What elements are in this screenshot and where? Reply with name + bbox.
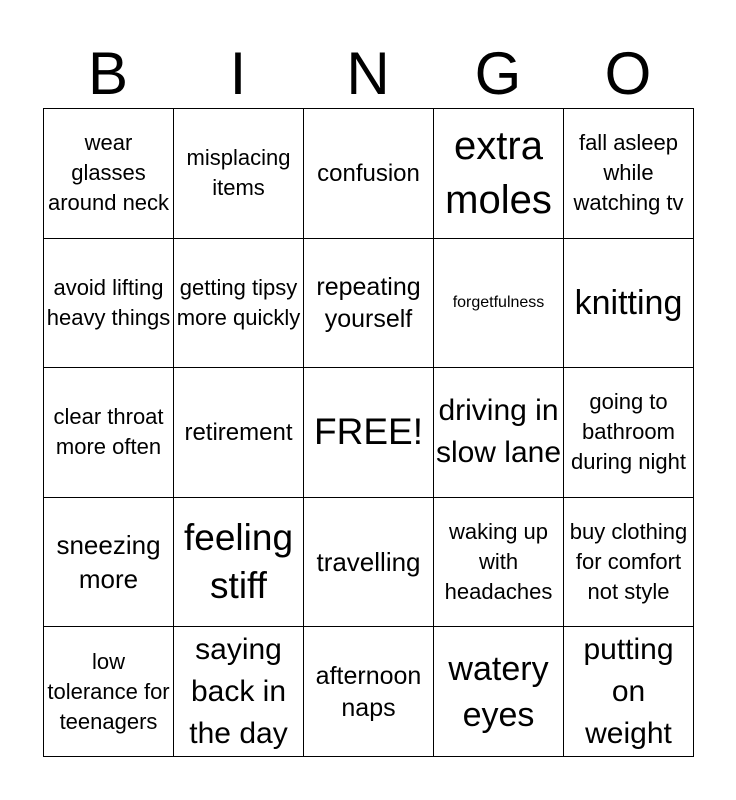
bingo-cell[interactable] xyxy=(304,109,434,239)
cell-text: low tolerance for teenagers xyxy=(47,648,170,734)
header-letter-i: I xyxy=(229,40,247,107)
bingo-cell[interactable] xyxy=(174,368,304,498)
cell-text: sneezing more xyxy=(56,530,161,595)
bingo-cell[interactable] xyxy=(174,239,304,369)
cell-text: retirement xyxy=(184,418,293,446)
cell-text: putting on weight xyxy=(583,632,674,750)
bingo-cell[interactable] xyxy=(304,498,434,628)
cell-text: misplacing items xyxy=(186,145,291,201)
cell-text: afternoon naps xyxy=(315,661,422,722)
cell-text: travelling xyxy=(316,547,421,578)
bingo-board xyxy=(43,108,694,757)
bingo-cell[interactable] xyxy=(44,627,174,757)
bingo-cell[interactable] xyxy=(174,109,304,239)
bingo-header xyxy=(43,40,693,108)
header-letter-g: G xyxy=(474,40,522,107)
cell-text: repeating yourself xyxy=(316,272,421,333)
cell-text: clear throat more often xyxy=(53,404,164,460)
cell-text: getting tipsy more quickly xyxy=(176,274,301,330)
cell-text: forgetfulness xyxy=(452,293,545,311)
bingo-cell[interactable] xyxy=(434,498,564,628)
bingo-cell[interactable] xyxy=(44,239,174,369)
free-space-label: FREE! xyxy=(314,411,423,453)
bingo-cell[interactable] xyxy=(44,109,174,239)
cell-text: feeling stiff xyxy=(183,517,294,607)
cell-text: going to bathroom during night xyxy=(571,389,686,475)
bingo-cell[interactable] xyxy=(564,368,694,498)
bingo-cell[interactable] xyxy=(434,368,564,498)
bingo-cell[interactable] xyxy=(564,498,694,628)
bingo-cell[interactable] xyxy=(564,109,694,239)
bingo-cell[interactable] xyxy=(434,239,564,369)
bingo-cell[interactable] xyxy=(44,498,174,628)
cell-text: saying back in the day xyxy=(189,632,288,750)
cell-text: buy clothing for comfort not style xyxy=(569,519,688,605)
bingo-cell[interactable] xyxy=(174,627,304,757)
cell-text: wear glasses around neck xyxy=(47,130,170,216)
cell-text: watery eyes xyxy=(448,649,549,734)
free-space[interactable] xyxy=(304,368,434,498)
header-letter-o: O xyxy=(604,40,652,107)
header-letter-b: B xyxy=(87,40,129,107)
bingo-cell[interactable] xyxy=(434,627,564,757)
header-letter-n: N xyxy=(346,40,390,107)
bingo-cell[interactable] xyxy=(304,239,434,369)
bingo-cell[interactable] xyxy=(174,498,304,628)
cell-text: fall asleep while watching tv xyxy=(573,130,684,216)
cell-text: waking up with headaches xyxy=(444,519,553,605)
bingo-cell[interactable] xyxy=(304,627,434,757)
cell-text: knitting xyxy=(574,283,683,322)
bingo-cell[interactable] xyxy=(564,239,694,369)
cell-text: extra moles xyxy=(445,124,552,223)
bingo-cell[interactable] xyxy=(44,368,174,498)
cell-text: confusion xyxy=(317,159,420,187)
bingo-cell[interactable] xyxy=(564,627,694,757)
cell-text: driving in slow lane xyxy=(435,394,562,470)
cell-text: avoid lifting heavy things xyxy=(46,274,171,330)
bingo-cell[interactable] xyxy=(434,109,564,239)
